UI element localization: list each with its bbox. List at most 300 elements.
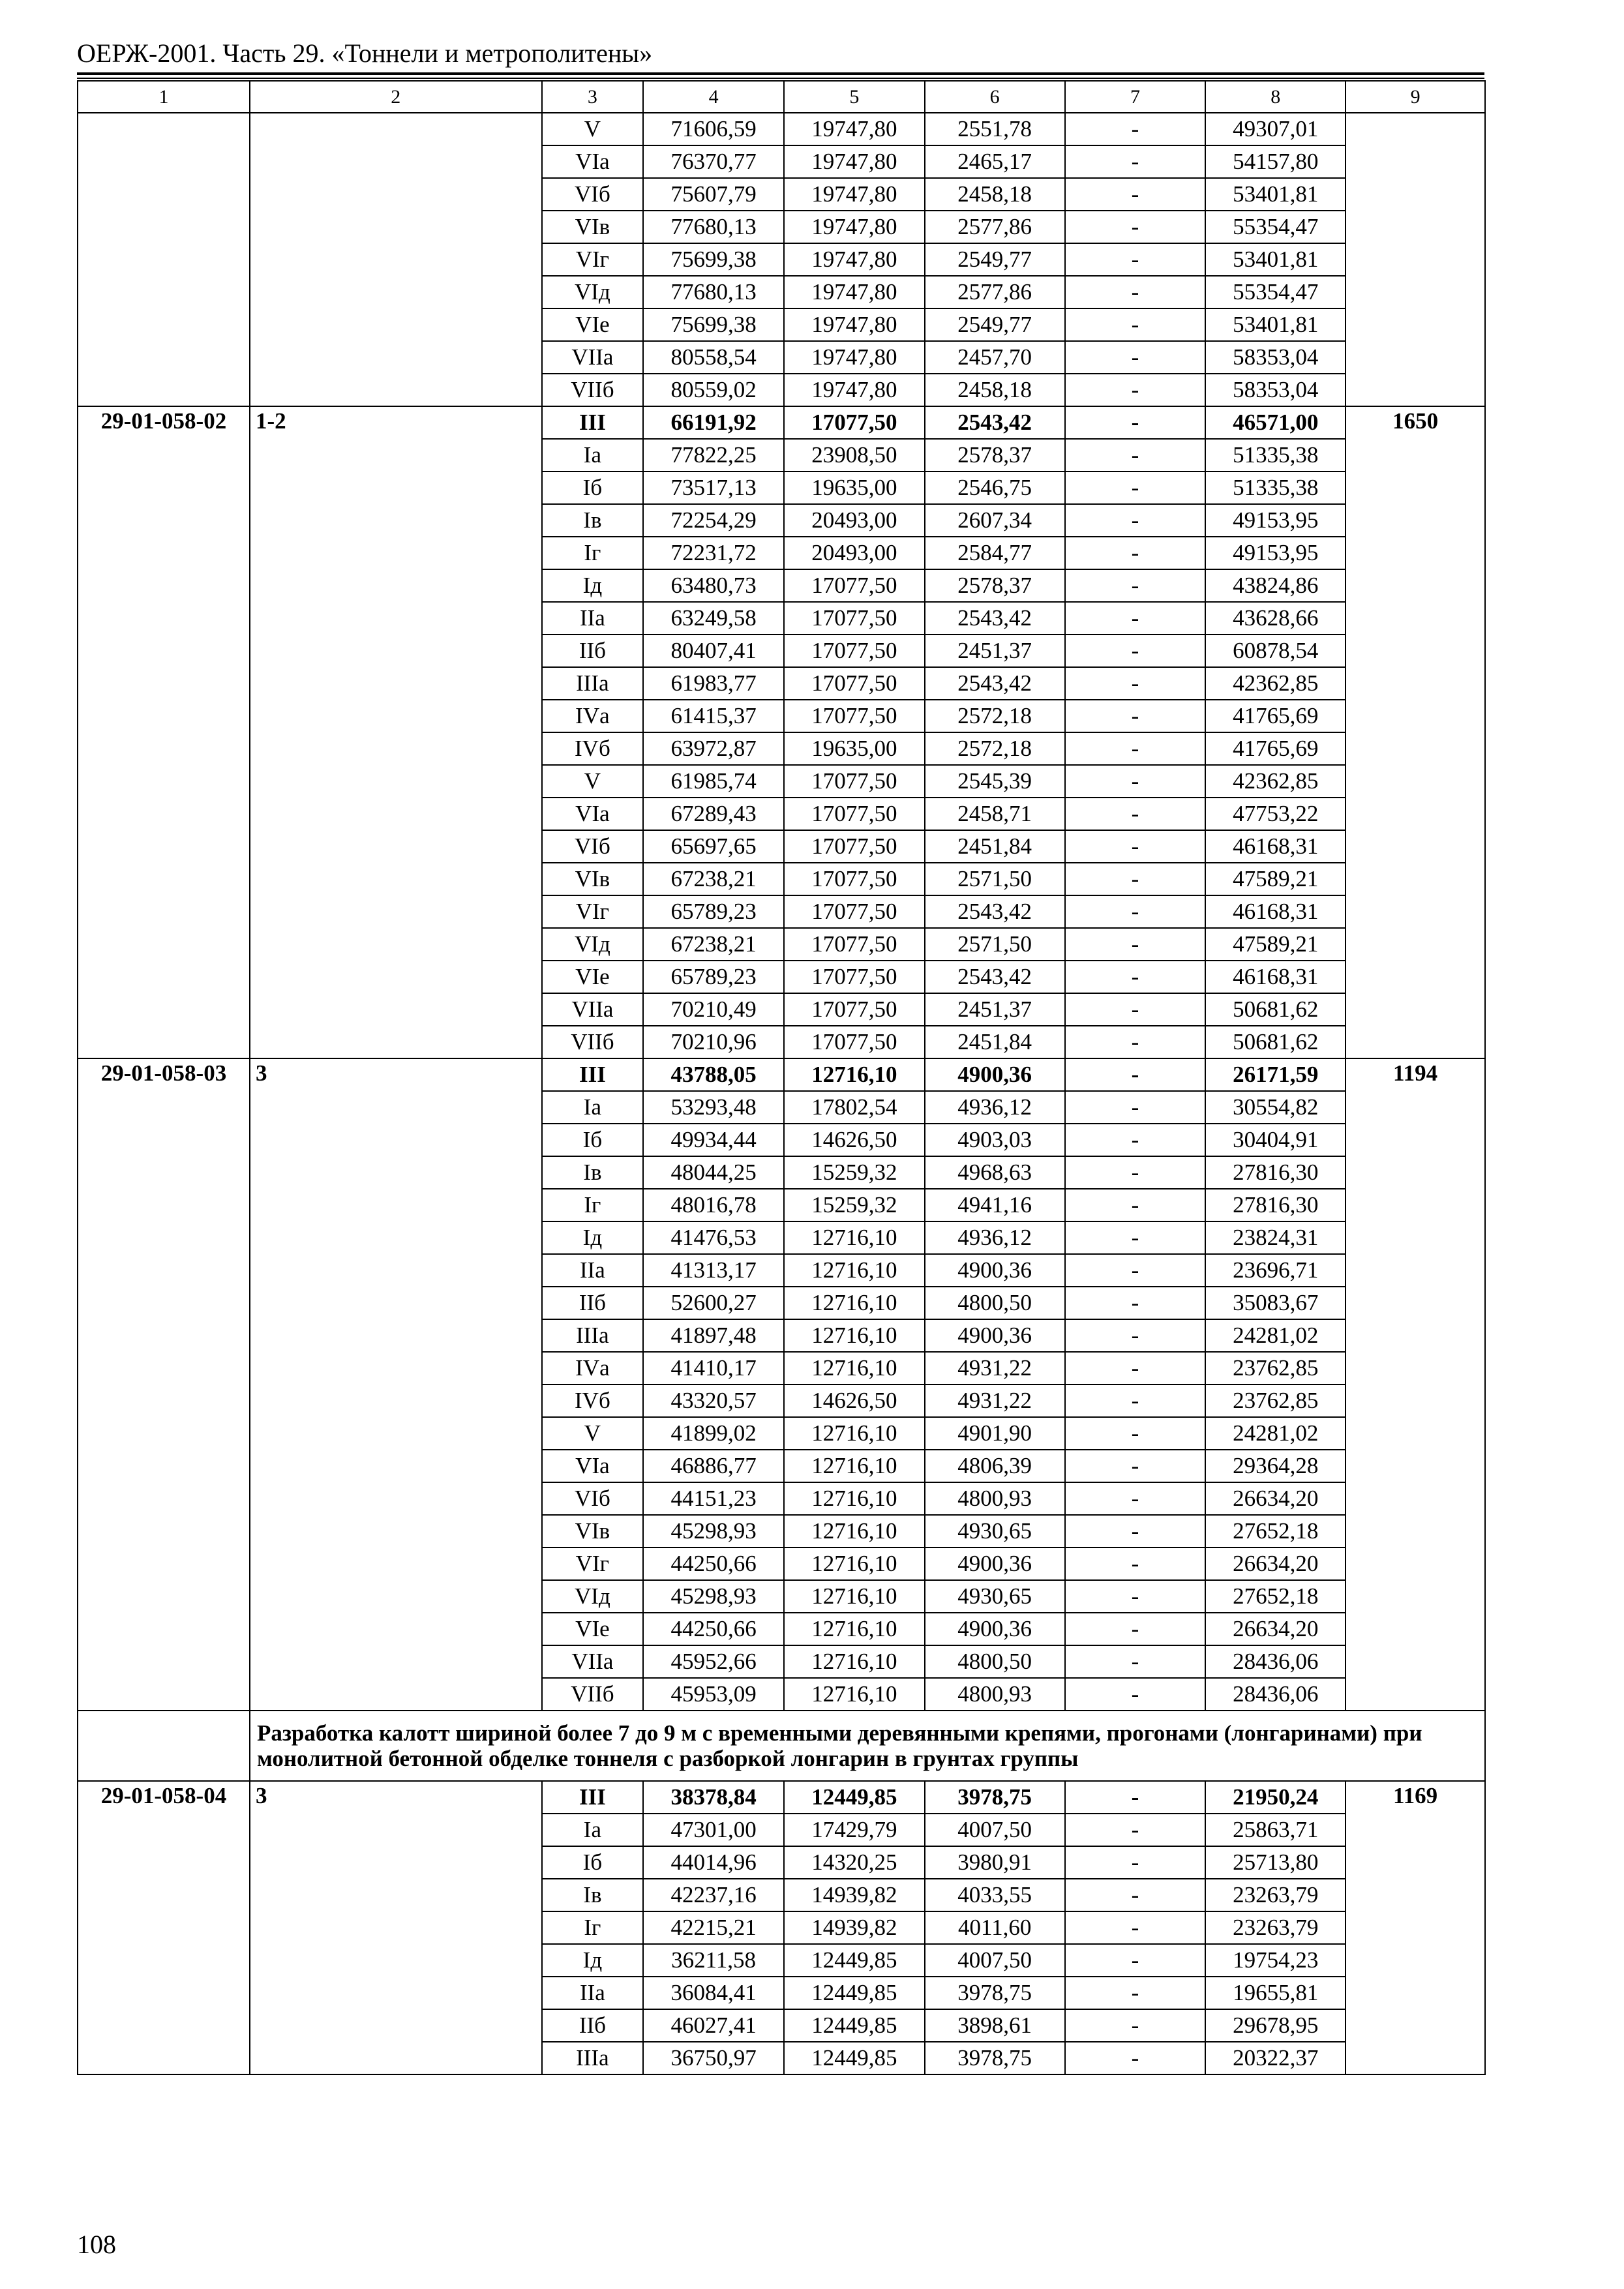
value-cell-col5: 12716,10 bbox=[784, 1548, 925, 1580]
value-cell-col4: 75699,38 bbox=[643, 243, 784, 276]
value-cell-col7: - bbox=[1065, 1091, 1206, 1124]
soil-category-cell: III bbox=[542, 1781, 644, 1814]
rate-code-cell: 29-01-058-03 bbox=[78, 1058, 250, 1711]
value-cell-col6: 2549,77 bbox=[925, 308, 1065, 341]
value-cell-col4: 44250,66 bbox=[643, 1613, 784, 1645]
value-cell-col4: 63480,73 bbox=[643, 569, 784, 602]
value-cell-col4: 71606,59 bbox=[643, 113, 784, 145]
value-cell-col7: - bbox=[1065, 830, 1206, 863]
value-cell-col7: - bbox=[1065, 993, 1206, 1026]
value-cell-col6: 2551,78 bbox=[925, 113, 1065, 145]
value-cell-col6: 2572,18 bbox=[925, 732, 1065, 765]
value-cell-col8: 41765,69 bbox=[1205, 732, 1346, 765]
value-cell-col4: 45952,66 bbox=[643, 1645, 784, 1678]
value-cell-col5: 14939,82 bbox=[784, 1879, 925, 1911]
value-cell-col8: 29678,95 bbox=[1205, 2009, 1346, 2042]
value-cell-col6: 4800,50 bbox=[925, 1287, 1065, 1319]
value-cell-col8: 53401,81 bbox=[1205, 243, 1346, 276]
value-cell-col8: 46168,31 bbox=[1205, 961, 1346, 993]
col-header: 9 bbox=[1346, 81, 1485, 113]
value-cell-col8: 53401,81 bbox=[1205, 178, 1346, 211]
soil-group-cell: 3 bbox=[250, 1781, 542, 2074]
value-cell-col6: 2458,71 bbox=[925, 798, 1065, 830]
value-cell-col8: 19655,81 bbox=[1205, 1977, 1346, 2009]
value-cell-col8: 46571,00 bbox=[1205, 406, 1346, 439]
soil-category-cell: VIб bbox=[542, 1482, 644, 1515]
value-cell-col7: - bbox=[1065, 895, 1206, 928]
page-number: 108 bbox=[77, 2230, 116, 2259]
value-cell-col8: 51335,38 bbox=[1205, 439, 1346, 471]
value-cell-col4: 36084,41 bbox=[643, 1977, 784, 2009]
value-cell-col5: 17077,50 bbox=[784, 635, 925, 667]
value-cell-col5: 17429,79 bbox=[784, 1814, 925, 1846]
value-cell-col8: 27652,18 bbox=[1205, 1580, 1346, 1613]
value-cell-col6: 2578,37 bbox=[925, 439, 1065, 471]
section-heading-row bbox=[78, 1711, 1485, 1781]
value-cell-col5: 12716,10 bbox=[784, 1417, 925, 1450]
soil-category-cell: VIд bbox=[542, 1580, 644, 1613]
rate-code-cell bbox=[78, 113, 250, 406]
value-cell-col7: - bbox=[1065, 2009, 1206, 2042]
value-cell-col8: 26171,59 bbox=[1205, 1058, 1346, 1091]
value-cell-col6: 2543,42 bbox=[925, 895, 1065, 928]
value-cell-col6: 2451,37 bbox=[925, 993, 1065, 1026]
value-cell-col8: 20322,37 bbox=[1205, 2042, 1346, 2074]
value-cell-col5: 17077,50 bbox=[784, 961, 925, 993]
value-cell-col6: 3898,61 bbox=[925, 2009, 1065, 2042]
soil-category-cell: IIIа bbox=[542, 2042, 644, 2074]
value-cell-col7: - bbox=[1065, 765, 1206, 798]
column-number-row bbox=[78, 81, 1485, 113]
value-cell-col4: 53293,48 bbox=[643, 1091, 784, 1124]
value-cell-col6: 3978,75 bbox=[925, 1781, 1065, 1814]
value-cell-col5: 20493,00 bbox=[784, 504, 925, 537]
value-cell-col8: 50681,62 bbox=[1205, 1026, 1346, 1058]
value-cell-col4: 67238,21 bbox=[643, 863, 784, 895]
value-cell-col8: 26634,20 bbox=[1205, 1613, 1346, 1645]
soil-category-cell: VIд bbox=[542, 276, 644, 308]
soil-category-cell: IIб bbox=[542, 1287, 644, 1319]
value-cell-col5: 17077,50 bbox=[784, 406, 925, 439]
soil-category-cell: VIб bbox=[542, 830, 644, 863]
soil-group-cell: 1-2 bbox=[250, 406, 542, 1058]
value-cell-col7: - bbox=[1065, 243, 1206, 276]
value-cell-col5: 20493,00 bbox=[784, 537, 925, 569]
value-cell-col8: 49307,01 bbox=[1205, 113, 1346, 145]
value-cell-col5: 19747,80 bbox=[784, 341, 925, 374]
page-header: ОЕРЖ-2001. Часть 29. «Тоннели и метрополитены» bbox=[77, 38, 653, 68]
value-cell-col5: 12716,10 bbox=[784, 1678, 925, 1711]
value-cell-col6: 2451,84 bbox=[925, 830, 1065, 863]
value-cell-col7: - bbox=[1065, 145, 1206, 178]
value-cell-col6: 4800,93 bbox=[925, 1678, 1065, 1711]
value-cell-col6: 2571,50 bbox=[925, 928, 1065, 961]
soil-category-cell: VIг bbox=[542, 895, 644, 928]
value-cell-col4: 41899,02 bbox=[643, 1417, 784, 1450]
value-cell-col6: 2543,42 bbox=[925, 406, 1065, 439]
rates-table bbox=[77, 80, 1486, 2075]
value-cell-col5: 19747,80 bbox=[784, 211, 925, 243]
soil-category-cell: VIе bbox=[542, 961, 644, 993]
value-cell-col6: 4806,39 bbox=[925, 1450, 1065, 1482]
value-cell-col7: - bbox=[1065, 1911, 1206, 1944]
value-cell-col7: - bbox=[1065, 211, 1206, 243]
value-cell-col7: - bbox=[1065, 732, 1206, 765]
value-cell-col4: 73517,13 bbox=[643, 471, 784, 504]
value-cell-col6: 4011,60 bbox=[925, 1911, 1065, 1944]
soil-category-cell: VIе bbox=[542, 1613, 644, 1645]
value-cell-col6: 4930,65 bbox=[925, 1580, 1065, 1613]
value-cell-col6: 4900,36 bbox=[925, 1058, 1065, 1091]
value-cell-col8: 29364,28 bbox=[1205, 1450, 1346, 1482]
value-cell-col6: 2546,75 bbox=[925, 471, 1065, 504]
value-cell-col5: 17077,50 bbox=[784, 798, 925, 830]
value-cell-col6: 2543,42 bbox=[925, 602, 1065, 635]
value-cell-col8: 58353,04 bbox=[1205, 341, 1346, 374]
value-cell-col4: 45298,93 bbox=[643, 1580, 784, 1613]
col-header: 2 bbox=[250, 81, 542, 113]
value-cell-col5: 12716,10 bbox=[784, 1058, 925, 1091]
value-cell-col5: 19747,80 bbox=[784, 145, 925, 178]
col-header: 8 bbox=[1205, 81, 1346, 113]
soil-category-cell: IIIа bbox=[542, 667, 644, 700]
value-cell-col5: 12716,10 bbox=[784, 1352, 925, 1384]
value-cell-col6: 4901,90 bbox=[925, 1417, 1065, 1450]
value-cell-col8: 53401,81 bbox=[1205, 308, 1346, 341]
value-cell-col6: 4900,36 bbox=[925, 1254, 1065, 1287]
value-cell-col4: 61415,37 bbox=[643, 700, 784, 732]
soil-group-cell: 3 bbox=[250, 1058, 542, 1711]
value-cell-col5: 17077,50 bbox=[784, 602, 925, 635]
value-cell-col5: 19747,80 bbox=[784, 374, 925, 406]
value-cell-col8: 47589,21 bbox=[1205, 863, 1346, 895]
value-cell-col7: - bbox=[1065, 1781, 1206, 1814]
value-cell-col8: 47753,22 bbox=[1205, 798, 1346, 830]
soil-category-cell: VIв bbox=[542, 1515, 644, 1548]
value-cell-col7: - bbox=[1065, 1645, 1206, 1678]
heading-spacer-cell bbox=[78, 1711, 250, 1781]
value-cell-col6: 4900,36 bbox=[925, 1613, 1065, 1645]
value-cell-col7: - bbox=[1065, 798, 1206, 830]
soil-category-cell: VIIа bbox=[542, 1645, 644, 1678]
value-cell-col7: - bbox=[1065, 1944, 1206, 1977]
value-cell-col4: 77680,13 bbox=[643, 276, 784, 308]
value-cell-col7: - bbox=[1065, 569, 1206, 602]
soil-category-cell: Iг bbox=[542, 537, 644, 569]
soil-category-cell: Iд bbox=[542, 1221, 644, 1254]
value-cell-col7: - bbox=[1065, 374, 1206, 406]
value-cell-col5: 12449,85 bbox=[784, 1944, 925, 1977]
value-cell-col8: 23263,79 bbox=[1205, 1911, 1346, 1944]
value-cell-col7: - bbox=[1065, 1058, 1206, 1091]
value-cell-col4: 67289,43 bbox=[643, 798, 784, 830]
value-cell-col7: - bbox=[1065, 1352, 1206, 1384]
col-header: 6 bbox=[925, 81, 1065, 113]
value-cell-col7: - bbox=[1065, 1580, 1206, 1613]
col-header: 4 bbox=[643, 81, 784, 113]
value-cell-col7: - bbox=[1065, 504, 1206, 537]
value-cell-col4: 77822,25 bbox=[643, 439, 784, 471]
soil-category-cell: VIг bbox=[542, 1548, 644, 1580]
value-cell-col5: 14626,50 bbox=[784, 1124, 925, 1156]
value-cell-col6: 2549,77 bbox=[925, 243, 1065, 276]
soil-category-cell: VIIб bbox=[542, 374, 644, 406]
value-cell-col5: 19747,80 bbox=[784, 178, 925, 211]
value-cell-col5: 12716,10 bbox=[784, 1515, 925, 1548]
value-cell-col8: 27816,30 bbox=[1205, 1156, 1346, 1189]
value-cell-col7: - bbox=[1065, 1515, 1206, 1548]
value-cell-col6: 4903,03 bbox=[925, 1124, 1065, 1156]
value-cell-col7: - bbox=[1065, 1026, 1206, 1058]
value-cell-col8: 41765,69 bbox=[1205, 700, 1346, 732]
value-cell-col6: 2465,17 bbox=[925, 145, 1065, 178]
value-cell-col6: 2607,34 bbox=[925, 504, 1065, 537]
value-cell-col5: 14626,50 bbox=[784, 1384, 925, 1417]
soil-group-cell bbox=[250, 113, 542, 406]
value-cell-col8: 28436,06 bbox=[1205, 1645, 1346, 1678]
value-cell-col8: 23263,79 bbox=[1205, 1879, 1346, 1911]
header-rule-thin bbox=[77, 78, 1484, 79]
value-cell-col7: - bbox=[1065, 1846, 1206, 1879]
value-cell-col4: 46027,41 bbox=[643, 2009, 784, 2042]
value-cell-col6: 2572,18 bbox=[925, 700, 1065, 732]
value-cell-col5: 12716,10 bbox=[784, 1287, 925, 1319]
value-cell-col7: - bbox=[1065, 863, 1206, 895]
total-cell: 1194 bbox=[1346, 1058, 1485, 1711]
value-cell-col8: 30554,82 bbox=[1205, 1091, 1346, 1124]
value-cell-col6: 4936,12 bbox=[925, 1221, 1065, 1254]
table-row bbox=[78, 406, 1485, 439]
value-cell-col4: 80559,02 bbox=[643, 374, 784, 406]
value-cell-col7: - bbox=[1065, 2042, 1206, 2074]
value-cell-col4: 75699,38 bbox=[643, 308, 784, 341]
value-cell-col6: 4968,63 bbox=[925, 1156, 1065, 1189]
value-cell-col7: - bbox=[1065, 1124, 1206, 1156]
value-cell-col6: 4800,50 bbox=[925, 1645, 1065, 1678]
value-cell-col5: 12716,10 bbox=[784, 1221, 925, 1254]
value-cell-col4: 36211,58 bbox=[643, 1944, 784, 1977]
value-cell-col4: 42215,21 bbox=[643, 1911, 784, 1944]
value-cell-col4: 65789,23 bbox=[643, 961, 784, 993]
soil-category-cell: Iв bbox=[542, 504, 644, 537]
value-cell-col6: 4800,93 bbox=[925, 1482, 1065, 1515]
value-cell-col7: - bbox=[1065, 1287, 1206, 1319]
value-cell-col6: 2545,39 bbox=[925, 765, 1065, 798]
value-cell-col7: - bbox=[1065, 276, 1206, 308]
value-cell-col4: 80558,54 bbox=[643, 341, 784, 374]
soil-category-cell: Iб bbox=[542, 1846, 644, 1879]
soil-category-cell: IVа bbox=[542, 1352, 644, 1384]
soil-category-cell: VIIб bbox=[542, 1026, 644, 1058]
value-cell-col7: - bbox=[1065, 113, 1206, 145]
soil-category-cell: Iд bbox=[542, 1944, 644, 1977]
soil-category-cell: IVб bbox=[542, 1384, 644, 1417]
soil-category-cell: IIб bbox=[542, 635, 644, 667]
value-cell-col5: 19747,80 bbox=[784, 243, 925, 276]
value-cell-col7: - bbox=[1065, 439, 1206, 471]
value-cell-col5: 15259,32 bbox=[784, 1156, 925, 1189]
value-cell-col7: - bbox=[1065, 1482, 1206, 1515]
soil-category-cell: VIб bbox=[542, 178, 644, 211]
value-cell-col7: - bbox=[1065, 635, 1206, 667]
value-cell-col8: 55354,47 bbox=[1205, 276, 1346, 308]
value-cell-col7: - bbox=[1065, 1879, 1206, 1911]
value-cell-col8: 23762,85 bbox=[1205, 1352, 1346, 1384]
value-cell-col4: 44151,23 bbox=[643, 1482, 784, 1515]
value-cell-col7: - bbox=[1065, 1189, 1206, 1221]
value-cell-col7: - bbox=[1065, 1814, 1206, 1846]
value-cell-col6: 4007,50 bbox=[925, 1944, 1065, 1977]
soil-category-cell: Iг bbox=[542, 1189, 644, 1221]
value-cell-col4: 77680,13 bbox=[643, 211, 784, 243]
value-cell-col4: 41897,48 bbox=[643, 1319, 784, 1352]
soil-category-cell: IIб bbox=[542, 2009, 644, 2042]
value-cell-col7: - bbox=[1065, 1417, 1206, 1450]
value-cell-col7: - bbox=[1065, 961, 1206, 993]
value-cell-col5: 17077,50 bbox=[784, 700, 925, 732]
value-cell-col5: 17077,50 bbox=[784, 1026, 925, 1058]
total-cell: 1650 bbox=[1346, 406, 1485, 1058]
value-cell-col8: 21950,24 bbox=[1205, 1781, 1346, 1814]
value-cell-col7: - bbox=[1065, 667, 1206, 700]
soil-category-cell: Iв bbox=[542, 1879, 644, 1911]
value-cell-col4: 38378,84 bbox=[643, 1781, 784, 1814]
value-cell-col6: 2458,18 bbox=[925, 178, 1065, 211]
value-cell-col8: 26634,20 bbox=[1205, 1548, 1346, 1580]
value-cell-col8: 55354,47 bbox=[1205, 211, 1346, 243]
value-cell-col4: 63249,58 bbox=[643, 602, 784, 635]
soil-category-cell: VIа bbox=[542, 1450, 644, 1482]
value-cell-col7: - bbox=[1065, 406, 1206, 439]
value-cell-col4: 67238,21 bbox=[643, 928, 784, 961]
value-cell-col5: 12716,10 bbox=[784, 1450, 925, 1482]
value-cell-col6: 3978,75 bbox=[925, 1977, 1065, 2009]
value-cell-col8: 47589,21 bbox=[1205, 928, 1346, 961]
value-cell-col8: 49153,95 bbox=[1205, 537, 1346, 569]
value-cell-col7: - bbox=[1065, 1450, 1206, 1482]
total-cell: 1169 bbox=[1346, 1781, 1485, 2074]
value-cell-col5: 23908,50 bbox=[784, 439, 925, 471]
value-cell-col4: 65697,65 bbox=[643, 830, 784, 863]
value-cell-col4: 41410,17 bbox=[643, 1352, 784, 1384]
value-cell-col7: - bbox=[1065, 928, 1206, 961]
soil-category-cell: Iв bbox=[542, 1156, 644, 1189]
value-cell-col5: 15259,32 bbox=[784, 1189, 925, 1221]
value-cell-col7: - bbox=[1065, 1548, 1206, 1580]
value-cell-col5: 12449,85 bbox=[784, 1977, 925, 2009]
value-cell-col8: 24281,02 bbox=[1205, 1417, 1346, 1450]
value-cell-col4: 75607,79 bbox=[643, 178, 784, 211]
value-cell-col7: - bbox=[1065, 1319, 1206, 1352]
value-cell-col5: 17077,50 bbox=[784, 667, 925, 700]
value-cell-col8: 49153,95 bbox=[1205, 504, 1346, 537]
value-cell-col4: 43320,57 bbox=[643, 1384, 784, 1417]
value-cell-col5: 19635,00 bbox=[784, 732, 925, 765]
value-cell-col4: 44014,96 bbox=[643, 1846, 784, 1879]
value-cell-col4: 63972,87 bbox=[643, 732, 784, 765]
table-row bbox=[78, 1058, 1485, 1091]
value-cell-col6: 2584,77 bbox=[925, 537, 1065, 569]
value-cell-col6: 4033,55 bbox=[925, 1879, 1065, 1911]
value-cell-col4: 48016,78 bbox=[643, 1189, 784, 1221]
soil-category-cell: Iб bbox=[542, 1124, 644, 1156]
value-cell-col4: 36750,97 bbox=[643, 2042, 784, 2074]
value-cell-col5: 19747,80 bbox=[784, 113, 925, 145]
value-cell-col6: 2571,50 bbox=[925, 863, 1065, 895]
total-cell bbox=[1346, 113, 1485, 406]
value-cell-col8: 46168,31 bbox=[1205, 830, 1346, 863]
soil-category-cell: VIв bbox=[542, 211, 644, 243]
value-cell-col5: 12716,10 bbox=[784, 1482, 925, 1515]
soil-category-cell: IIIа bbox=[542, 1319, 644, 1352]
value-cell-col7: - bbox=[1065, 341, 1206, 374]
value-cell-col8: 23762,85 bbox=[1205, 1384, 1346, 1417]
value-cell-col6: 2543,42 bbox=[925, 667, 1065, 700]
value-cell-col7: - bbox=[1065, 537, 1206, 569]
soil-category-cell: VIIа bbox=[542, 993, 644, 1026]
soil-category-cell: Iг bbox=[542, 1911, 644, 1944]
soil-category-cell: VIа bbox=[542, 145, 644, 178]
value-cell-col8: 42362,85 bbox=[1205, 667, 1346, 700]
value-cell-col5: 14320,25 bbox=[784, 1846, 925, 1879]
soil-category-cell: VIIб bbox=[542, 1678, 644, 1711]
value-cell-col4: 61983,77 bbox=[643, 667, 784, 700]
value-cell-col4: 41476,53 bbox=[643, 1221, 784, 1254]
soil-category-cell: VIа bbox=[542, 798, 644, 830]
value-cell-col7: - bbox=[1065, 1221, 1206, 1254]
soil-category-cell: Iа bbox=[542, 1091, 644, 1124]
value-cell-col4: 49934,44 bbox=[643, 1124, 784, 1156]
col-header: 5 bbox=[784, 81, 925, 113]
value-cell-col5: 17077,50 bbox=[784, 569, 925, 602]
value-cell-col8: 54157,80 bbox=[1205, 145, 1346, 178]
value-cell-col4: 66191,92 bbox=[643, 406, 784, 439]
value-cell-col8: 35083,67 bbox=[1205, 1287, 1346, 1319]
value-cell-col6: 4936,12 bbox=[925, 1091, 1065, 1124]
soil-category-cell: VIг bbox=[542, 243, 644, 276]
value-cell-col4: 46886,77 bbox=[643, 1450, 784, 1482]
soil-category-cell: Iа bbox=[542, 439, 644, 471]
value-cell-col5: 17802,54 bbox=[784, 1091, 925, 1124]
value-cell-col7: - bbox=[1065, 1613, 1206, 1645]
value-cell-col8: 42362,85 bbox=[1205, 765, 1346, 798]
value-cell-col4: 47301,00 bbox=[643, 1814, 784, 1846]
soil-category-cell: IIа bbox=[542, 602, 644, 635]
value-cell-col5: 12716,10 bbox=[784, 1613, 925, 1645]
soil-category-cell: III bbox=[542, 1058, 644, 1091]
value-cell-col8: 23824,31 bbox=[1205, 1221, 1346, 1254]
soil-category-cell: Iд bbox=[542, 569, 644, 602]
value-cell-col8: 58353,04 bbox=[1205, 374, 1346, 406]
rate-code-cell: 29-01-058-02 bbox=[78, 406, 250, 1058]
value-cell-col5: 17077,50 bbox=[784, 765, 925, 798]
value-cell-col8: 46168,31 bbox=[1205, 895, 1346, 928]
value-cell-col8: 43824,86 bbox=[1205, 569, 1346, 602]
value-cell-col6: 2577,86 bbox=[925, 276, 1065, 308]
value-cell-col4: 48044,25 bbox=[643, 1156, 784, 1189]
value-cell-col6: 2451,84 bbox=[925, 1026, 1065, 1058]
value-cell-col4: 70210,96 bbox=[643, 1026, 784, 1058]
value-cell-col6: 4931,22 bbox=[925, 1384, 1065, 1417]
soil-category-cell: VIIа bbox=[542, 341, 644, 374]
value-cell-col8: 51335,38 bbox=[1205, 471, 1346, 504]
value-cell-col6: 2578,37 bbox=[925, 569, 1065, 602]
value-cell-col4: 42237,16 bbox=[643, 1879, 784, 1911]
value-cell-col6: 2457,70 bbox=[925, 341, 1065, 374]
value-cell-col8: 27652,18 bbox=[1205, 1515, 1346, 1548]
soil-category-cell: VIе bbox=[542, 308, 644, 341]
value-cell-col7: - bbox=[1065, 602, 1206, 635]
